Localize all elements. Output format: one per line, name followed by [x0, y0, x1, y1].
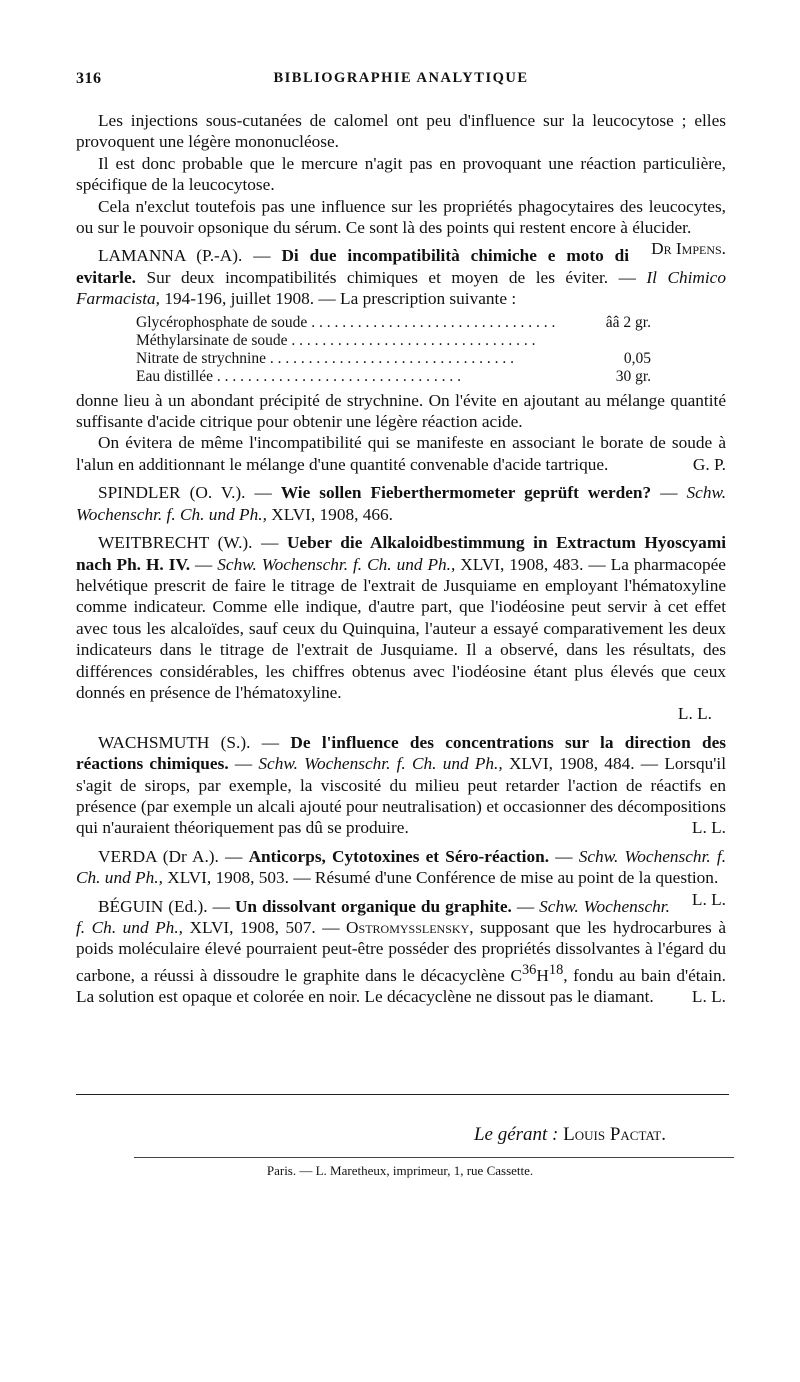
prescription-row — [136, 350, 651, 368]
lamanna-text-1: Sur deux incompatibilités chimiques et moyen de les éviter. — — [146, 267, 636, 287]
prescription-qty: 0,05 — [623, 349, 651, 367]
beguin-signature: L. L. — [691, 986, 726, 1006]
weitbrecht-text: La pharmacopée helvétique prescrit de faire le titrage de l'extrait de Jusquiame en employant l'hématoxyline comme indicateur. Comme elle indique, d'autre part, que l'iodéosine peut servir à cet effet avec tous les alcaloïdes, sauf ceux du Quinquina, l'auteur a essayé comparativement les deux indicateurs dans le titrage de l'extrait de Jusquiame. Il a observé, dans les résultats, des différences considérables, les chiffres obtenus avec l'iodéosine étant plus élevés que ceux donnés en présence de l'hématoxyline. — [76, 554, 726, 702]
weitbrecht-ref: XLVI, 1908, 483. — [460, 554, 584, 574]
prescription-item: Nitrate de strychnine . . . — [136, 350, 581, 368]
spindler-ref: XLVI, 1908, 466. — [271, 504, 393, 524]
intro-paragraph-1: Les injections sous-cutanées de calomel ont peu d'influence sur la leucocytose ; elles provoquent une légère mononucléose. — [76, 111, 726, 152]
beguin-text-a: supposant que les hydrocarbures à poids moléculaire élevé pourraient peut-être posséder des propriétés dissolvantes à l'égard du carbone, a réussi à dissoudre le graphite dans le décacyclène C — [76, 918, 726, 985]
beguin-title: Un dissolvant organique du graphite. — [234, 896, 512, 916]
lamanna-text-4: On évitera de même l'incompatibilité qui se manifeste en associant le borate de soude à l'alun en additionnant le mélange d'une quantité convenable d'acide tartrique. — [76, 433, 726, 474]
entry-spindler — [76, 482, 726, 525]
article-body — [76, 110, 726, 1007]
wachsmuth-journal: Schw. Wochenschr. f. Ch. und Ph., — [258, 754, 503, 774]
formula-sup-h: 18 — [548, 961, 564, 978]
lamanna-header: LAMANNA (P.-A). — Di due incompatibilità chimiche e moto di evitarle. Sur deux incompatibilités chimiques et moyen de les éviter. — Il Chimico Farmacista, 194-196, juillet 1908. — La prescription suivante : — [76, 246, 726, 309]
footer-divider — [76, 1094, 729, 1095]
intro-paragraph-2: Il est donc probable que le mercure n'agit pas en provoquant une réaction particulière, spécifique de la leucocytose. — [76, 153, 726, 195]
entry-weitbrecht — [76, 532, 726, 725]
prescription-item: Eau distillée . . . — [136, 368, 581, 386]
wachsmuth-text: Lorsqu'il s'agit de sirops, par exemple, la viscosité du milieu peut retarder l'action de réactifs en présence (par exemple un alcali ajouté pour neutralisation) et occasionner des décompositions qui n'auraient théoriquement pas dû se produire. — [76, 754, 727, 838]
lamanna-text-2: 194-196, juillet 1908. — La prescription suivante : — [164, 289, 517, 309]
weitbrecht-author: WEITBRECHT (W.). — [98, 533, 253, 553]
verda-text: Résumé d'une Conférence de mise au point de la question. — [314, 868, 719, 888]
wachsmuth-signature: L. L. — [691, 818, 726, 838]
beguin-author: BÉGUIN (Ed.). — [98, 896, 208, 916]
running-title: BIBLIOGRAPHIE ANALYTIQUE — [273, 70, 529, 86]
lamanna-title: Di due incompatibilità chimiche e moto di evitarle. — [76, 246, 630, 287]
verda-title: Anticorps, Cytotoxines et Séro-réaction. — [248, 846, 550, 866]
beguin-paragraph: BÉGUIN (Ed.). — Un dissolvant organique du graphite. — Schw. Wochenschr. f. Ch. und Ph., XLVI, 1908, 507. — Ostromysslensky, supposant que les hydrocarbures à poids moléculaire élevé pourraient peut-être posséder des propriétés dissolvantes à l'égard du carbone, a réussi à dissoudre le graphite dans le décacyclène $C^{36}H^{18}$, fondu au bain d'étain. La solution est opaque et colorée en noir. Le décacyclène ne dissout pas le diamant. L. L. — [76, 896, 726, 1006]
beguin-ref: XLVI, 1908, 507. — [189, 918, 316, 937]
spindler-paragraph: SPINDLER (O. V.). — Wie sollen Fieberthermometer geprüft werden? — Schw. Wochenschr. f. Ch. und Ph., XLVI, 1908, 466. — [76, 483, 727, 524]
formula-sup-c: 36 — [521, 961, 537, 978]
imprint-divider — [134, 1157, 734, 1158]
printer-imprint: Paris. — L. Maretheux, imprimeur, 1, rue Cassette. — [266, 1163, 534, 1178]
lamanna-author: LAMANNA (P.-A). — [98, 246, 243, 266]
prescription-row — [136, 332, 651, 350]
weitbrecht-paragraph: WEITBRECHT (W.). — Ueber die Alkaloidbestimmung in Extractum Hyoscyami nach Ph. H. IV. — Schw. Wochenschr. f. Ch. und Ph., XLVI, 1908, 483. — La pharmacopée helvétique prescrit de faire le titrage de l'extrait de Jusquiame en employant l'hématoxyline comme indicateur. Comme elle indique, d'autre part, que l'iodéosine peut servir à cet effet avec tous les alcaloïdes, sauf ceux du Quinquina, l'auteur a essayé comparativement les deux indicateurs dans le titrage de l'extrait de Jusquiame. Il a observé, dans les résultats, des différences considérables, les chiffres obtenus avec l'iodéosine étant plus élevés que ceux donnés en présence de l'hématoxyline. — [76, 533, 727, 702]
prescription-qty: 30 gr. — [615, 367, 651, 385]
verda-author: VERDA (Dr A.). — [98, 846, 219, 866]
verda-paragraph: VERDA (Dr A.). — Anticorps, Cytotoxines et Séro-réaction. — Schw. Wochenschr. f. Ch. und Ph., XLVI, 1908, 503. — Résumé d'une Conférence de mise au point de la question. L. L. — [76, 846, 727, 909]
verda-ref: XLVI, 1908, 503. — [167, 868, 289, 888]
prescription-item: Méthylarsinate de soude . . . — [136, 332, 581, 350]
gerant-line — [474, 1124, 666, 1146]
spindler-journal: Schw. Wochenschr. f. Ch. und Ph., — [76, 483, 727, 524]
spindler-title: Wie sollen Fieberthermometer geprüft werden? — [280, 483, 652, 503]
page-header — [76, 70, 726, 96]
prescription-item: Glycérophosphate de soude . . . — [136, 314, 581, 332]
entry-beguin — [76, 896, 726, 1008]
weitbrecht-signature: L. L. — [677, 704, 712, 724]
beguin-text-b: , fondu au bain d'étain. La solution est opaque et colorée en noir. Le décacyclène ne dissout pas le diamant. — [76, 965, 726, 1006]
wachsmuth-author: WACHSMUTH (S.). — [98, 732, 251, 752]
prescription-qty: ââ 2 gr. — [605, 313, 651, 331]
lamanna-journal: Il Chimico Farmacista, — [76, 267, 726, 309]
lamanna-text-3: donne lieu à un abondant précipité de strychnine. On l'évite en ajoutant au mélange quantité suffisante d'acide citrique pour obtenir une légère réaction acide. — [76, 390, 726, 432]
signature-gp: G. P. — [692, 454, 726, 474]
prescription-row — [136, 314, 651, 332]
entry-wachsmuth — [76, 732, 726, 839]
prescription-row — [136, 368, 651, 386]
beguin-person: Ostromysslensky, — [346, 918, 474, 937]
verda-journal: Schw. Wochenschr. f. Ch. und Ph., — [76, 846, 727, 888]
weitbrecht-journal: Schw. Wochenschr. f. Ch. und Ph., — [217, 554, 456, 574]
entry-lamanna — [76, 245, 726, 475]
signature-impens: Dr Impens. — [651, 239, 726, 259]
formula-h: H — [536, 965, 549, 985]
wachsmuth-paragraph: WACHSMUTH (S.). — De l'influence des concentrations sur la direction des réactions chimiques. — Schw. Wochenschr. f. Ch. und Ph., XLVI, 1908, 484. — Lorsqu'il s'agit de sirops, par exemple, la viscosité du milieu peut retarder l'action de réactifs en présence (par exemple un alcali ajouté pour neutralisation) et occasionner des décompositions qui n'auraient théoriquement pas dû se produire. L. L. — [76, 732, 727, 838]
intro-paragraph-3-text: Cela n'exclut toutefois pas une influence sur les propriétés phagocytaires des leucocytes, ou sur le pouvoir opsonique du sérum. Ce sont là des points qui restent encore à élucider. — [76, 196, 726, 238]
weitbrecht-title: Ueber die Alkaloidbestimmung in Extractum Hyoscyami nach Ph. H. IV. — [76, 533, 727, 574]
gerant-label: Le gérant : — [473, 1124, 559, 1145]
page-number: 316 — [76, 70, 102, 87]
beguin-journal: Schw. Wochenschr. f. Ch. und Ph., — [76, 896, 670, 937]
spindler-author: SPINDLER (O. V.). — [98, 483, 246, 503]
verda-signature: L. L. — [691, 889, 726, 909]
wachsmuth-title: De l'influence des concentrations sur la direction des réactions chimiques. — [76, 732, 726, 774]
wachsmuth-ref: XLVI, 1908, 484. — [508, 754, 635, 774]
lamanna-text-4-paragraph — [76, 432, 726, 475]
gerant-name: Louis Pactat. — [563, 1124, 666, 1145]
prescription-list — [136, 314, 651, 386]
